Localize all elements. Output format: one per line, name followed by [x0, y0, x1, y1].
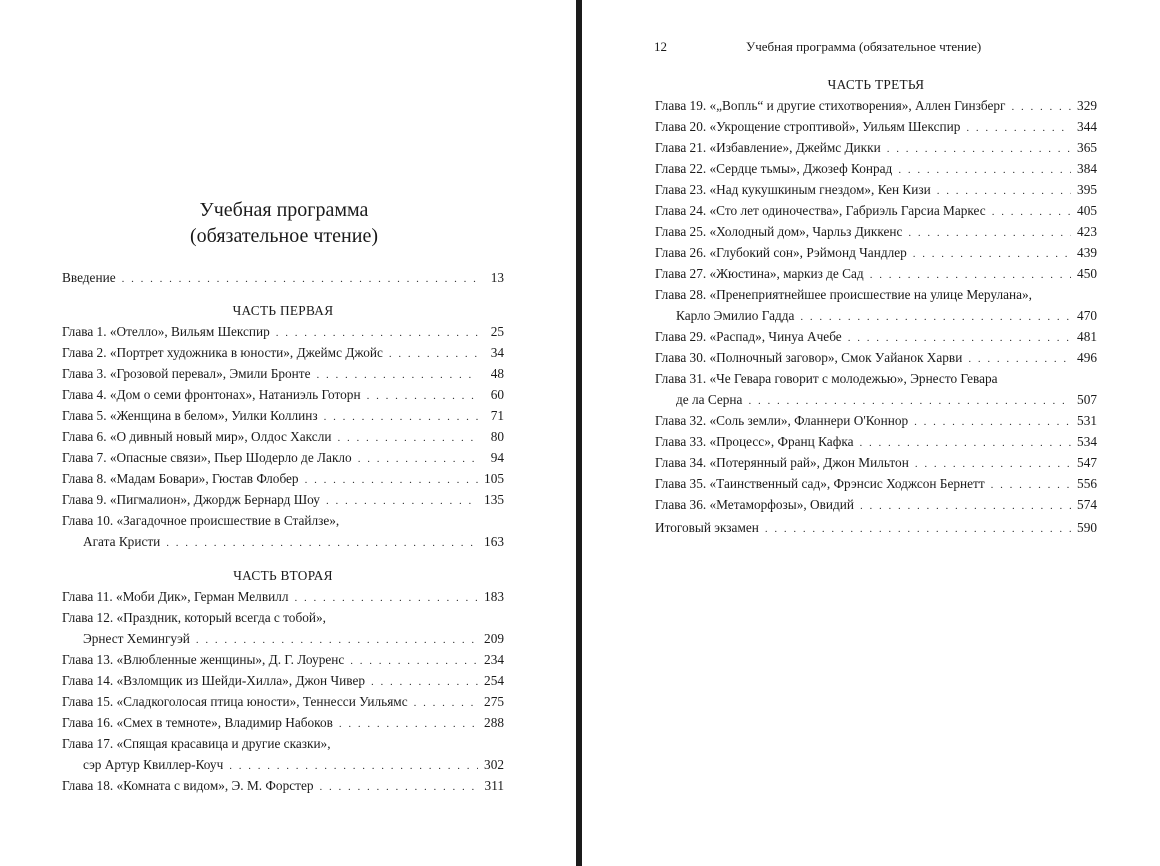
running-head	[654, 38, 1094, 55]
toc-entry	[62, 489, 504, 510]
toc-entry-page: 60	[490, 387, 504, 402]
toc-entry-text-line2: сэр Артур Квиллер-Коуч	[83, 757, 224, 772]
right-page	[582, 0, 1160, 866]
toc-entry	[655, 263, 1097, 284]
toc-list	[62, 321, 504, 552]
toc-entry-page: 481	[1077, 329, 1097, 344]
toc-list	[655, 95, 1097, 515]
toc-part-1	[62, 300, 504, 552]
toc-entry-page: 531	[1077, 413, 1097, 428]
toc-entry-text-line1: Глава 10. «Загадочное происшествие в Стайлзе»,	[62, 513, 340, 528]
part-heading: ЧАСТЬ ПЕРВАЯ	[232, 303, 334, 318]
toc-entry-page: 311	[484, 778, 504, 793]
toc-entry-text: Глава 23. «Над кукушкиным гнездом», Кен Кизи	[655, 182, 931, 197]
toc-part-3	[655, 74, 1097, 515]
toc-entry-page: 470	[1077, 308, 1097, 323]
toc-entry-page: 395	[1077, 182, 1097, 197]
toc-entry	[62, 447, 504, 468]
toc-list	[62, 586, 504, 796]
toc-entry-page: 135	[484, 492, 504, 507]
toc-entry-text: Глава 29. «Распад», Чинуа Ачебе	[655, 329, 842, 344]
toc-entry	[655, 221, 1097, 242]
toc-entry-text: Глава 24. «Сто лет одиночества», Габриэль Гарсиа Маркес	[655, 203, 986, 218]
toc-entry-page: 574	[1077, 497, 1097, 512]
toc-entry	[62, 342, 504, 363]
toc-entry	[62, 628, 504, 649]
toc-entry	[62, 531, 504, 552]
toc-entry	[655, 116, 1097, 137]
toc-entry-text-line2: Карло Эмилио Гадда	[676, 308, 795, 323]
toc-entry-page: 48	[490, 366, 504, 381]
part-heading: ЧАСТЬ ВТОРАЯ	[233, 568, 333, 583]
toc-entry-page: 556	[1077, 476, 1097, 491]
toc-entry-text: Глава 25. «Холодный дом», Чарльз Диккенс	[655, 224, 903, 239]
toc-entry	[655, 494, 1097, 515]
toc-entry	[62, 405, 504, 426]
toc-entry-text: Глава 1. «Отелло», Вильям Шекспир	[62, 324, 270, 339]
toc-entry-page: 405	[1077, 203, 1097, 218]
toc-entry-text: Глава 4. «Дом о семи фронтонах», Натаниэль Готорн	[62, 387, 361, 402]
toc-entry-text: Глава 22. «Сердце тьмы», Джозеф Конрад	[655, 161, 893, 176]
toc-entry	[655, 473, 1097, 494]
toc-entry	[62, 649, 504, 670]
toc-entry	[655, 305, 1097, 326]
title-line-1: Учебная программа	[199, 199, 369, 221]
toc-entry-text-line1: Глава 12. «Праздник, который всегда с тобой»,	[62, 610, 326, 625]
toc-entry-page: 183	[484, 589, 504, 604]
toc-entry-page: 496	[1077, 350, 1097, 365]
toc-part-2	[62, 565, 504, 796]
toc-entry	[62, 363, 504, 384]
toc-entry	[62, 321, 504, 342]
toc-entry-text: Глава 7. «Опасные связи», Пьер Шодерло де Лакло	[62, 450, 352, 465]
toc-entry-text: Итоговый экзамен	[655, 520, 759, 535]
toc-entry	[655, 242, 1097, 263]
toc-entry-text: Глава 13. «Влюбленные женщины», Д. Г. Лоуренс	[62, 652, 345, 667]
toc-entry-introduction	[62, 267, 504, 288]
running-title: Учебная программа (обязательное чтение)	[746, 39, 982, 54]
toc-entry	[62, 426, 504, 447]
toc-entry-text: Глава 16. «Смех в темноте», Владимир Набоков	[62, 715, 333, 730]
toc-entry-page: 439	[1077, 245, 1097, 260]
toc-entry	[655, 95, 1097, 116]
toc-entry-text-line1: Глава 28. «Пренеприятнейшее происшествие на улице Мерулана»,	[655, 287, 1032, 302]
toc-intro	[62, 267, 504, 288]
toc-entry-page: 302	[484, 757, 504, 772]
toc-entry	[62, 468, 504, 489]
toc-entry-text: Глава 14. «Взломщик из Шейди-Хилла», Джон Чивер	[62, 673, 365, 688]
toc-entry-text: Глава 6. «О дивный новый мир», Олдос Хаксли	[62, 429, 332, 444]
toc-entry-page: 25	[490, 324, 504, 339]
toc-entry	[62, 754, 504, 775]
toc-entry-final-exam	[655, 517, 1097, 538]
toc-entry-text: Глава 33. «Процесс», Франц Кафка	[655, 434, 854, 449]
toc-entry-text: Глава 11. «Моби Дик», Герман Мелвилл	[62, 589, 289, 604]
toc-entry-text: Глава 3. «Грозовой перевал», Эмили Бронте	[62, 366, 311, 381]
toc-entry-page: 590	[1077, 520, 1097, 535]
toc-entry-text: Глава 30. «Полночный заговор», Смок Уайанок Харви	[655, 350, 963, 365]
toc-entry-text: Глава 27. «Жюстина», маркиз де Сад	[655, 266, 864, 281]
toc-entry	[655, 431, 1097, 452]
toc-entry	[62, 691, 504, 712]
toc-entry-page: 105	[484, 471, 504, 486]
toc-entry-page: 329	[1077, 98, 1097, 113]
toc-entry-page: 507	[1077, 392, 1097, 407]
toc-entry-page: 254	[484, 673, 504, 688]
toc-entry	[62, 670, 504, 691]
toc-entry-page: 71	[490, 408, 504, 423]
toc-entry-page: 163	[484, 534, 504, 549]
toc-entry-text-line2: де ла Серна	[676, 392, 743, 407]
toc-entry-text: Глава 19. «„Вопль“ и другие стихотворения», Аллен Гинзберг	[655, 98, 1006, 113]
toc-entry	[655, 410, 1097, 431]
toc-entry-text: Глава 32. «Соль земли», Фланнери О'Коннор	[655, 413, 909, 428]
toc-entry-page: 384	[1077, 161, 1097, 176]
toc-entry	[655, 179, 1097, 200]
toc-entry	[62, 384, 504, 405]
part-heading: ЧАСТЬ ТРЕТЬЯ	[827, 77, 925, 92]
toc-entry-page: 275	[484, 694, 504, 709]
toc-entry-page: 423	[1077, 224, 1097, 239]
toc-entry-page: 534	[1077, 434, 1097, 449]
toc-entry-page: 80	[490, 429, 504, 444]
toc-entry-text: Глава 18. «Комната с видом», Э. М. Форстер	[62, 778, 314, 793]
toc-entry-page: 288	[484, 715, 504, 730]
toc-entry-text-line1: Глава 17. «Спящая красавица и другие сказки»,	[62, 736, 331, 751]
toc-entry-text: Введение	[62, 270, 116, 285]
toc-entry-page: 344	[1077, 119, 1097, 134]
title-line-2: (обязательное чтение)	[190, 225, 378, 247]
toc-final	[655, 517, 1097, 538]
toc-entry-text: Глава 5. «Женщина в белом», Уилки Коллинз	[62, 408, 318, 423]
toc-entry-text-line2: Агата Кристи	[83, 534, 161, 549]
toc-entry	[62, 775, 504, 796]
toc-entry-page: 13	[490, 270, 504, 285]
toc-entry	[655, 389, 1097, 410]
toc-entry-text-line1: Глава 31. «Че Гевара говорит с молодежью», Эрнесто Гевара	[655, 371, 998, 386]
toc-entry	[62, 712, 504, 733]
toc-entry	[655, 326, 1097, 347]
toc-entry-page: 94	[490, 450, 504, 465]
toc-entry-text: Глава 15. «Сладкоголосая птица юности», Теннесси Уильямс	[62, 694, 408, 709]
toc-entry-text-line2: Эрнест Хемингуэй	[83, 631, 190, 646]
toc-entry	[655, 137, 1097, 158]
toc-entry-page: 365	[1077, 140, 1097, 155]
toc-entry	[62, 586, 504, 607]
toc-entry	[655, 200, 1097, 221]
left-page	[0, 0, 576, 866]
toc-entry-text: Глава 21. «Избавление», Джеймс Дикки	[655, 140, 881, 155]
toc-entry-text: Глава 26. «Глубокий сон», Рэймонд Чандлер	[655, 245, 907, 260]
toc-entry-page: 34	[490, 345, 504, 360]
toc-entry-page: 234	[484, 652, 504, 667]
toc-entry-text: Глава 20. «Укрощение строптивой», Уильям Шекспир	[655, 119, 961, 134]
toc-entry	[655, 347, 1097, 368]
toc-entry-text: Глава 34. «Потерянный рай», Джон Мильтон	[655, 455, 909, 470]
toc-entry-text: Глава 9. «Пигмалион», Джордж Бернард Шоу	[62, 492, 320, 507]
toc-entry-text: Глава 35. «Таинственный сад», Фрэнсис Ходжсон Бернетт	[655, 476, 985, 491]
toc-entry	[655, 452, 1097, 473]
toc-entry-page: 450	[1077, 266, 1097, 281]
toc-entry-text: Глава 2. «Портрет художника в юности», Джеймс Джойс	[62, 345, 383, 360]
toc-entry-page: 547	[1077, 455, 1097, 470]
toc-entry-page: 209	[484, 631, 504, 646]
page-number: 12	[654, 39, 667, 54]
toc-entry	[655, 158, 1097, 179]
toc-entry-text: Глава 8. «Мадам Бовари», Гюстав Флобер	[62, 471, 299, 486]
page-title	[62, 197, 506, 249]
toc-entry-text: Глава 36. «Метаморфозы», Овидий	[655, 497, 855, 512]
